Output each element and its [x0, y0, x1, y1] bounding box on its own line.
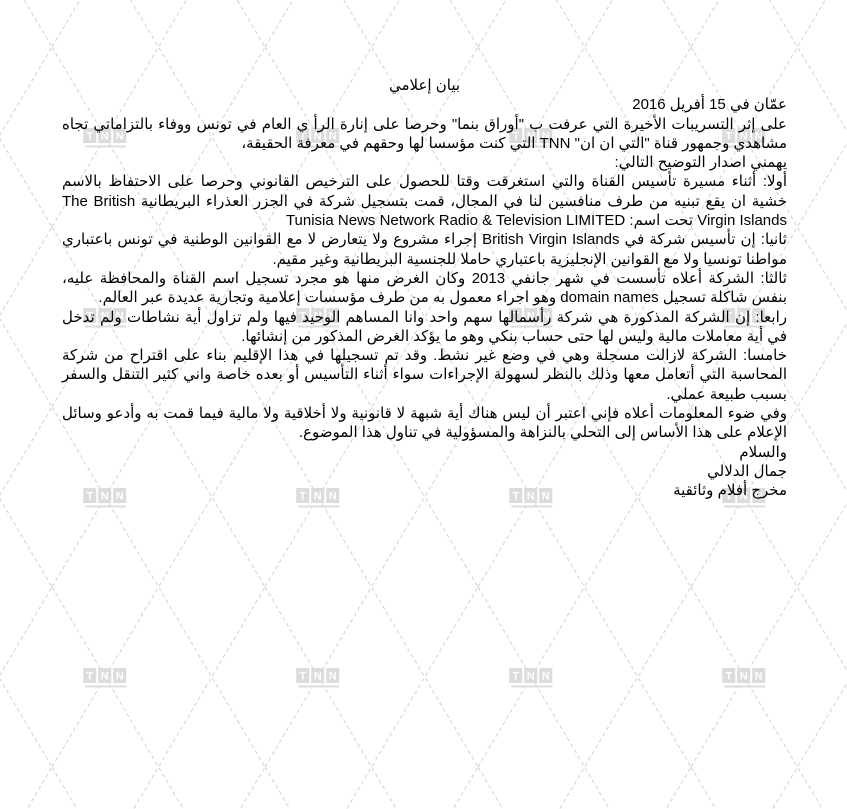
statement-title: بيان إعلامي: [388, 77, 461, 94]
author-name: جمال الدلالي: [707, 462, 787, 480]
paragraph-intro: على إثر التسريبات الأخيرة التي عرفت ب "أوراق بنما" وحرصا على إنارة الرأ ي العام في تونس ووفاء بالتزاماتي تجاه مشاهدي وجمهور قناة "التي ان ان" TNN التي كنت مؤسسا لها وحقهم في معرفة الحقيقة،: [62, 115, 787, 152]
paragraph-fifth: خامسا: الشركة لازالت مسجلة وهي في وضع غير نشط. وقد تم تسجيلها في هذا الإقليم بناء على اقتراح من شركة المحاسبة التي أتعامل معها وذلك بالنظر لسهولة الإجراءات سواء أثناء التأسيس أو بعده خاصة واني كثير التنقل والسفر بسبب طبيعة عملي.: [62, 347, 787, 403]
paragraph-third: ثالثا: الشركة أعلاه تأسست في شهر جانفي 2013 وكان الغرض منها هو مجرد تسجيل اسم القناة والمحافظة عليه، بنفس شاكلة تسجيل domain names وهو اجراء معمول به من طرف مؤسسات إعلامية وتجارية عديدة عبر العالم.: [62, 269, 787, 307]
paragraph-conclusion: وفي ضوء المعلومات أعلاه فإني اعتبر أن ليس هناك أية شبهة لا قانونية ولا أخلاقية ولا مالية فيما قمت به وأدعو وسائل الإعلام على هذا الأساس إلى التحلي بالنزاهة والمسؤولية في تناول هذا الموضوع.: [62, 405, 787, 442]
closing-salutation: والسلام: [739, 443, 787, 461]
author-title: مخرج أفلام وثائقية: [673, 482, 787, 500]
dateline: عمّان في 15 أفريل 2016: [632, 96, 787, 114]
paragraph-second: ثانيا: إن تأسيس شركة في British Virgin Islands إجراء مشروع ولا يتعارض لا مع القوانين الوطنية في تونس باعتباري مواطنا تونسيا ولا مع القوانين الإنجليزية باعتباري حاملا للجنسية البريطانية وغير مقيم.: [62, 231, 787, 268]
paragraph-first: أولا: أثناء مسيرة تأسيس القناة والتي استغرقت وقتا للحصول على الترخيص القانوني وحرصا على الاحتفاظ بالاسم خشية ان يقع تبنيه من طرف منافسين لنا في المجال، قمت بتسجيل شركة في الجزر العذراء البريطانية The British Virgin Islands تحت اسم: Tunisia News Network Radio & Television LIMITED: [62, 173, 787, 230]
paragraph-fourth: رابعا: إن الشركة المذكورة هي شركة رأسمالها سهم واحد وانا المساهم الوحيد فيها ولم تزاول أية نشاطات ولم تدخل في أية معاملات مالية وليس لها حتى حساب بنكي وهو ما يؤكد الغرض المذكور من إنشائها.: [62, 308, 787, 345]
paragraph-lead: يهمني اصدار التوضيح التالي:: [614, 154, 787, 172]
